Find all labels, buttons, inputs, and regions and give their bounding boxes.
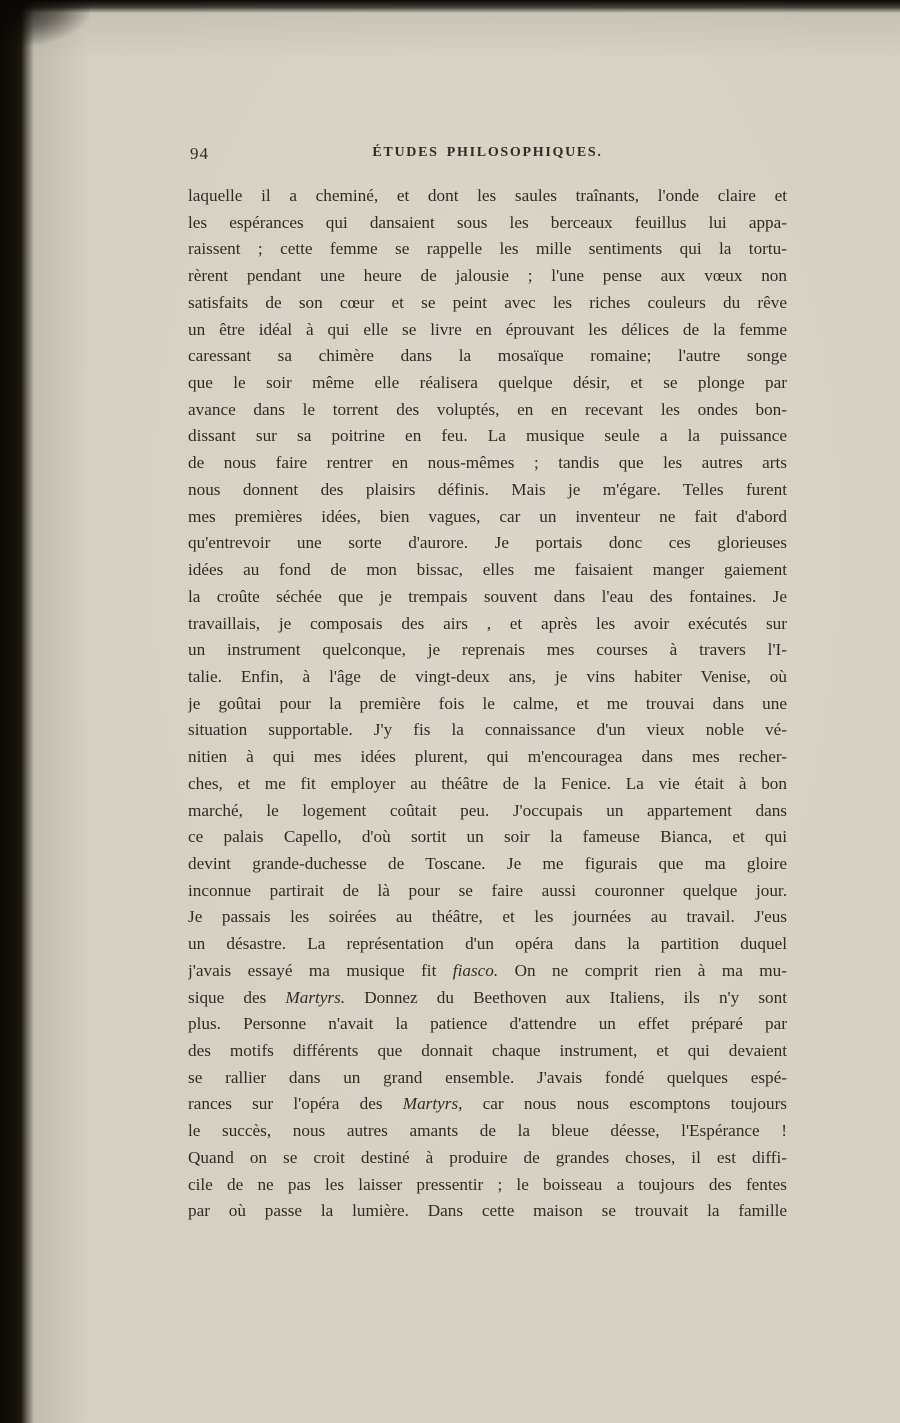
page-number: 94 [190,144,209,163]
text-segment: Donnez du Beethoven aux Italiens, ils n'y sont [345,987,787,1007]
text-segment: je goûtai pour la première fois le calme, et me trouvai dans une [188,693,787,713]
text-segment: un être idéal à qui elle se livre en éprouvant les délices de la femme [188,319,787,339]
text-segment: un instrument quelconque, je reprenais mes courses à travers l'I- [188,640,787,660]
text-segment: nous donnent des plaisirs définis. Mais je m'égare. Telles furent [188,479,787,499]
text-segment: j'avais essayé ma musique fit [188,960,453,980]
text-segment: idées au fond de mon bissac, elles me faisaient manger gaiement [188,560,787,580]
text-line [188,1065,787,1092]
text-segment: mes premières idées, bien vagues, car un inventeur ne fait d'abord [188,506,787,526]
text-segment: qu'entrevoir une sorte d'aurore. Je portais donc ces glorieuses [188,533,787,553]
text-line [188,504,787,531]
body-text [188,183,787,1225]
text-segment: marché, le logement coûtait peu. J'occupais un appartement dans [188,800,787,820]
text-line [188,664,787,691]
text-segment: laquelle il a cheminé, et dont les saules traînants, l'onde claire et [188,186,787,205]
text-line [188,931,787,958]
text-segment: devint grande-duchesse de Toscane. Je me figurais que ma gloire [188,853,787,873]
text-segment: Je passais les soirées au théâtre, et les journées au travail. J'eus [188,907,787,927]
text-segment: nitien à qui mes idées plurent, qui m'encouragea dans mes recher- [188,747,787,767]
text-line [188,878,787,905]
text-line [188,263,787,290]
text-line [188,1118,787,1145]
text-line [188,798,787,825]
text-segment: ches, et me fit employer au théâtre de la Fenice. La vie était à bon [188,773,787,793]
text-line [188,958,787,985]
text-segment: caressant sa chimère dans la mosaïque romaine; l'autre songe [188,346,787,366]
text-line [188,290,787,317]
text-segment: un désastre. La représentation d'un opéra dans la partition duquel [188,934,787,954]
text-segment: travaillais, je composais des airs , et après les avoir exécutés sur [188,613,787,633]
text-segment: Quand on se croit destiné à produire de grandes choses, il est diffi- [188,1147,787,1167]
text-segment: le succès, nous autres amants de la bleue déesse, l'Espérance ! [188,1121,787,1141]
text-segment: talie. Enfin, à l'âge de vingt-deux ans, je vins habiter Venise, où [188,666,787,686]
text-segment: satisfaits de son cœur et se peint avec les riches couleurs du rêve [188,292,787,312]
text-line [188,744,787,771]
text-line [188,1038,787,1065]
text-segment: que le soir même elle réalisera quelque désir, et se plonge par [188,373,787,393]
text-segment: se rallier dans un grand ensemble. J'avais fondé quelques espé- [188,1067,787,1087]
text-segment: plus. Personne n'avait la patience d'attendre un effet préparé par [188,1014,787,1034]
text-segment: ce palais Capello, d'où sortit un soir la fameuse Bianca, et qui [188,827,787,847]
text-line [188,236,787,263]
text-segment: On ne comprit rien à ma mu- [498,960,787,980]
running-title: ÉTUDES PHILOSOPHIQUES. [372,145,603,160]
text-line [188,985,787,1012]
text-segment: la croûte séchée que je trempais souvent dans l'eau des fontaines. Je [188,586,787,606]
text-segment: raissent ; cette femme se rappelle les mille sentiments qui la tortu- [188,239,787,259]
text-segment: rances sur l'opéra des [188,1094,403,1114]
text-segment: situation supportable. J'y fis la connaissance d'un vieux noble vé- [188,720,787,740]
italic-text-segment: fiasco. [452,960,499,980]
text-segment: rèrent pendant une heure de jalousie ; l'une pense aux vœux non [188,266,787,286]
text-segment: car nous nous escomptons toujours [462,1094,787,1114]
text-segment: dissant sur sa poitrine en feu. La musique seule a la puissance [188,426,787,446]
scan-corner-topleft [0,0,90,46]
text-segment: sique des [188,987,286,1007]
text-line [188,450,787,477]
text-line [188,851,787,878]
text-line [188,824,787,851]
text-segment: les espérances qui dansaient sous les berceaux feuillus lui appa- [188,212,787,232]
text-line [188,370,787,397]
scan-edge-top [0,0,900,13]
text-line [188,1198,787,1225]
text-line [188,717,787,744]
text-segment: avance dans le torrent des voluptés, en en recevant les ondes bon- [188,399,787,419]
text-line [188,183,787,210]
text-segment: des motifs différents que donnait chaque instrument, et qui devaient [188,1041,787,1060]
italic-text-segment: Martyrs. [285,987,346,1007]
text-line [188,210,787,237]
text-line [188,557,787,584]
text-line [188,1011,787,1038]
text-line [188,611,787,638]
text-line [188,1091,787,1118]
italic-text-segment: Martyrs, [402,1094,463,1114]
text-line [188,1145,787,1172]
text-line [188,423,787,450]
text-line [188,477,787,504]
scan-edge-left [0,0,34,1423]
text-segment: inconnue partirait de là pour se faire aussi couronner quelque jour. [188,880,787,900]
text-line [188,1172,787,1199]
text-line [188,584,787,611]
page-header [188,143,787,167]
text-line [188,637,787,664]
text-segment: cile de ne pas les laisser pressentir ; le boisseau a toujours des fentes [188,1174,787,1194]
text-line [188,530,787,557]
text-line [188,771,787,798]
text-segment: par où passe la lumière. Dans cette maison se trouvait la famille [188,1201,787,1221]
text-line [188,317,787,344]
text-line [188,343,787,370]
text-segment: de nous faire rentrer en nous-mêmes ; tandis que les autres arts [188,453,787,473]
text-line [188,904,787,931]
text-line [188,397,787,424]
text-line [188,691,787,718]
